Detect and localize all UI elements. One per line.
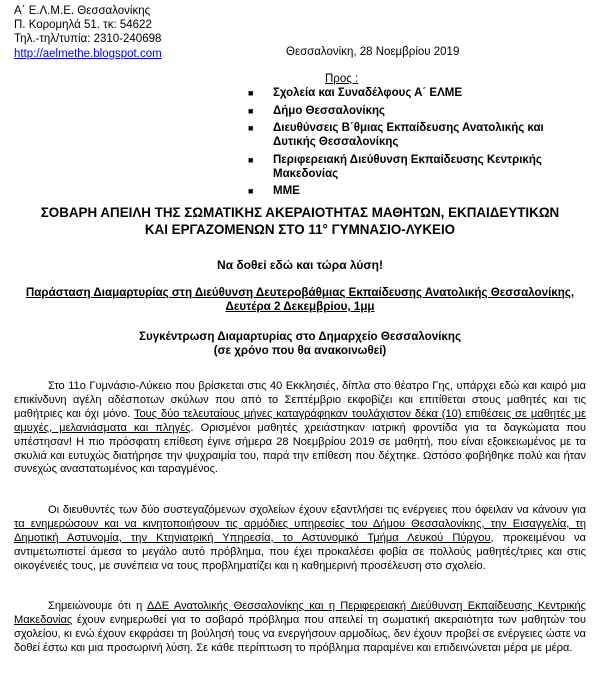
bullet-icon: ■ xyxy=(248,123,254,133)
highlighted-text: τα ενημερώσουν και να κινητοποιήσουν τις αρμόδιες υπηρεσίες του Δήμου Θεσσαλονίκης, την Εισαγγελία, τη Δημοτική Αστυνομία, την Κτηνιατρική Υπηρεσία, το Αστυνομικό Τμήμα Λευκού Πύργου xyxy=(14,517,586,544)
sender-block xyxy=(14,4,162,61)
bullet-icon: ■ xyxy=(248,88,254,98)
sender-address: Π. Κορομηλά 51. τκ: 54622 xyxy=(14,19,152,32)
recipient-item: ■ ΜΜΕ xyxy=(248,185,300,197)
sender-website-link[interactable]: http://aelmethe.blogspot.com xyxy=(14,47,162,60)
rally-announcement xyxy=(0,330,600,358)
protest-announcement: Παράσταση Διαμαρτυρίας στη Διεύθυνση Δευτεροβάθμιας Εκπαίδευσης Ανατολικής Θεσσαλονίκης, Δευτέρα 2 Δεκεμβρίου, 1μμ xyxy=(25,286,575,313)
rally-note: (σε χρόνο που θα ανακοινωθεί) xyxy=(213,344,387,357)
body-paragraph-3: Σημειώνουμε ότι η ΔΔΕ Ανατολικής Θεσσαλονίκης και η Περιφερειακή Διεύθυνση Εκπαίδευσης Κεντρικής Μακεδονίας έχουν ενημερωθεί για το σοβαρό πρόβλημα που απειλεί τη σωματική ακεραιότητα των μαθητών του σχολείου, κι ενώ έχουν εκφράσει τη βούλησή τους να ενεργήσουν αρμοδίως, δεν έχουν προβεί σε ενέργειες ώστε να δοθεί έστω και μια προσωρινή λύση. Σε κάθε περίπτωση το πρόβλημα παραμένει και επιδεινώνεται μέρα με μέρα. xyxy=(14,600,587,654)
recipients-label: Προς : xyxy=(325,73,359,85)
highlighted-text: ΔΔΕ Ανατολικής Θεσσαλονίκης και η Περιφερειακή Διεύθυνση Εκπαίδευσης Κεντρικής Μακεδονίας xyxy=(14,600,587,626)
rally-line: Συγκέντρωση Διαμαρτυρίας στο Δημαρχείο Θεσσαλονίκης xyxy=(139,330,461,343)
recipient-item: ■ Δήμο Θεσσαλονίκης xyxy=(248,104,386,117)
document-subtitle: Να δοθεί εδώ και τώρα λύση! xyxy=(217,258,383,272)
sender-org: Α΄ Ε.Λ.Μ.Ε. Θεσσαλονίκης xyxy=(14,5,151,17)
recipient-item: ■ Σχολεία και Συναδέλφους Α΄ ΕΛΜΕ xyxy=(248,87,463,99)
body-paragraph-2: Οι διευθυντές των δύο συστεγαζόμενων σχολείων έχουν εξαντλήσει τις ενέργειες που όφειλαν να κάνουν για τα ενημερώσουν και να κινητοποιήσουν τις αρμόδιες υπηρεσίες του Δήμου Θεσσαλονίκης, την Εισαγγελία, τη Δημοτική Αστυνομία, την Κτηνιατρική Υπηρεσία, το Αστυνομικό Τμήμα Λευκού Πύργου, προκειμένου να αντιμετωπιστεί άμεσα το μεγάλο αυτό πρόβλημα, που έχει προκαλέσει φοβία σε πολλούς μαθητές/τριες και στις οικογένειές τους, με συνέπεια να τους προβληματίζει και η καθημερινή προσέλευση στο σχολείο. xyxy=(14,504,586,572)
recipients-list xyxy=(238,86,583,202)
bullet-icon: ■ xyxy=(248,186,254,196)
document-title: ΣΟΒΑΡΗ ΑΠΕΙΛΗ ΤΗΣ ΣΩΜΑΤΙΚΗΣ ΑΚΕΡΑΙΟΤΗΤΑΣ ΜΑΘΗΤΩΝ, ΕΚΠΑΙΔΕΥΤΙΚΩΝ ΚΑΙ ΕΡΓΑΖΟΜΕΝΩΝ ΣΤΟ 11° ΓΥΜΝΑΣΙΟ-ΛΥΚΕΙΟ xyxy=(40,205,560,237)
recipient-item: ■ Περιφερειακή Διεύθυνση Εκπαίδευσης Κεντρικής Μακεδονίας xyxy=(248,153,542,180)
highlighted-text: Τους δύο τελευταίους μήνες καταγράφηκαν τουλάχιστον δέκα (10) επιθέσεις σε μαθητές με αμυχές, μελανιάσματα και πληγές xyxy=(14,407,586,434)
document-date: Θεσσαλονίκη, 28 Νοεμβρίου 2019 xyxy=(286,46,460,58)
sender-phone: Τηλ.-τηλ/τυπία: 2310-240698 xyxy=(14,33,162,46)
body-paragraph-1: Στο 11ο Γυμνάσιο-Λύκειο που βρίσκεται στις 40 Εκκλησιές, δίπλα στο θέατρο Γης, υπάρχει εδώ και καιρό μια επικίνδυνη αγέλη αδέσποτων σκύλων που από το Σεπτέμβριο εκφοβίζει και επιτίθεται στους μαθητές και τις μαθήτριες και όχι μόνο. Τους δύο τελευταίους μήνες καταγράφηκαν τουλάχιστον δέκα (10) επιθέσεις σε μαθητές με αμυχές, μελανιάσματα και πληγές. Ορισμένοι μαθητές χρειάστηκαν ιατρική φροντίδα για τα δαγκώματα που υπέστησαν! Η πιο πρόσφατη επίθεση έγινε σήμερα 28 Νοεμβρίου 2019 σε μαθητή, που είναι εξοικειωμένος με τα σκυλιά και ευτυχώς διατήρησε την ψυχραιμία του, παρά την επίθεση που δέχτηκε. Ωστόσο φοβήθηκε πολύ και ήταν συνεχώς αναστατωμένος και ταραγμένος. xyxy=(14,380,586,476)
bullet-icon: ■ xyxy=(248,154,254,165)
bullet-icon: ■ xyxy=(248,105,254,116)
recipient-item: ■ Διευθύνσεις Β΄θμιας Εκπαίδευσης Ανατολικής και Δυτικής Θεσσαλονίκης xyxy=(248,122,544,148)
